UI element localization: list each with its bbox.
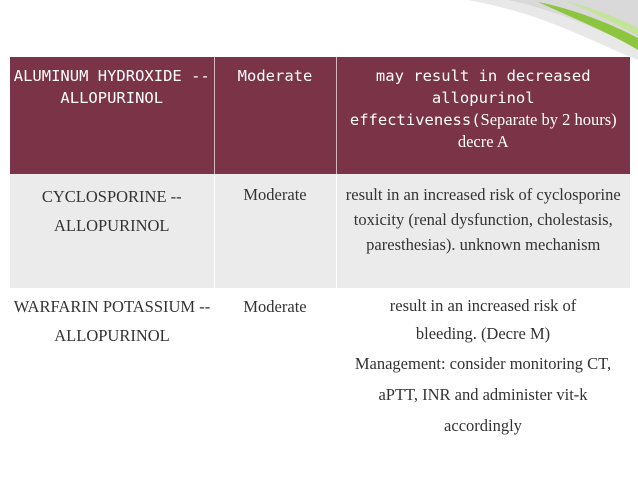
drug-name-cell xyxy=(10,174,214,288)
drug-name-cell xyxy=(10,57,214,174)
drug-interaction-table xyxy=(10,57,630,442)
table-row-warfarin xyxy=(10,288,630,442)
effect-cell xyxy=(336,174,630,288)
drug-name: CYCLOSPORINE -- ALLOPURINOL xyxy=(41,187,182,235)
effect-note: Separate by 2 hours) decre A xyxy=(457,110,617,151)
severity-cell xyxy=(214,57,336,174)
severity-label: Moderate xyxy=(243,185,307,204)
table-row-cyclosporine xyxy=(10,174,630,288)
severity-label: Moderate xyxy=(237,67,313,85)
severity-cell xyxy=(214,288,336,442)
effect-cell xyxy=(336,288,630,442)
effect-text: may result in decreased allopurinol effectiveness( xyxy=(349,67,591,129)
management-text: Management: consider monitoring CT, aPTT, INR and administer vit-k accordingly xyxy=(354,354,612,435)
corner-swoosh-decoration xyxy=(468,0,638,60)
severity-label: Moderate xyxy=(243,297,307,316)
effect-text: bleeding. (Decre M) xyxy=(415,324,551,343)
effect-text: result in an increased risk of cyclosporine toxicity (renal dysfunction, cholestasis, paresthesias). unknown mechanism xyxy=(345,185,621,254)
effect-cell xyxy=(336,57,630,174)
effect-text: result in an increased risk of xyxy=(389,296,577,315)
drug-name: ALUMINUM HYDROXIDE -- ALLOPURINOL xyxy=(13,67,210,107)
drug-name: WARFARIN POTASSIUM -- ALLOPURINOL xyxy=(13,297,211,345)
table-row-aluminum-hydroxide xyxy=(10,57,630,174)
severity-cell xyxy=(214,174,336,288)
drug-name-cell xyxy=(10,288,214,442)
